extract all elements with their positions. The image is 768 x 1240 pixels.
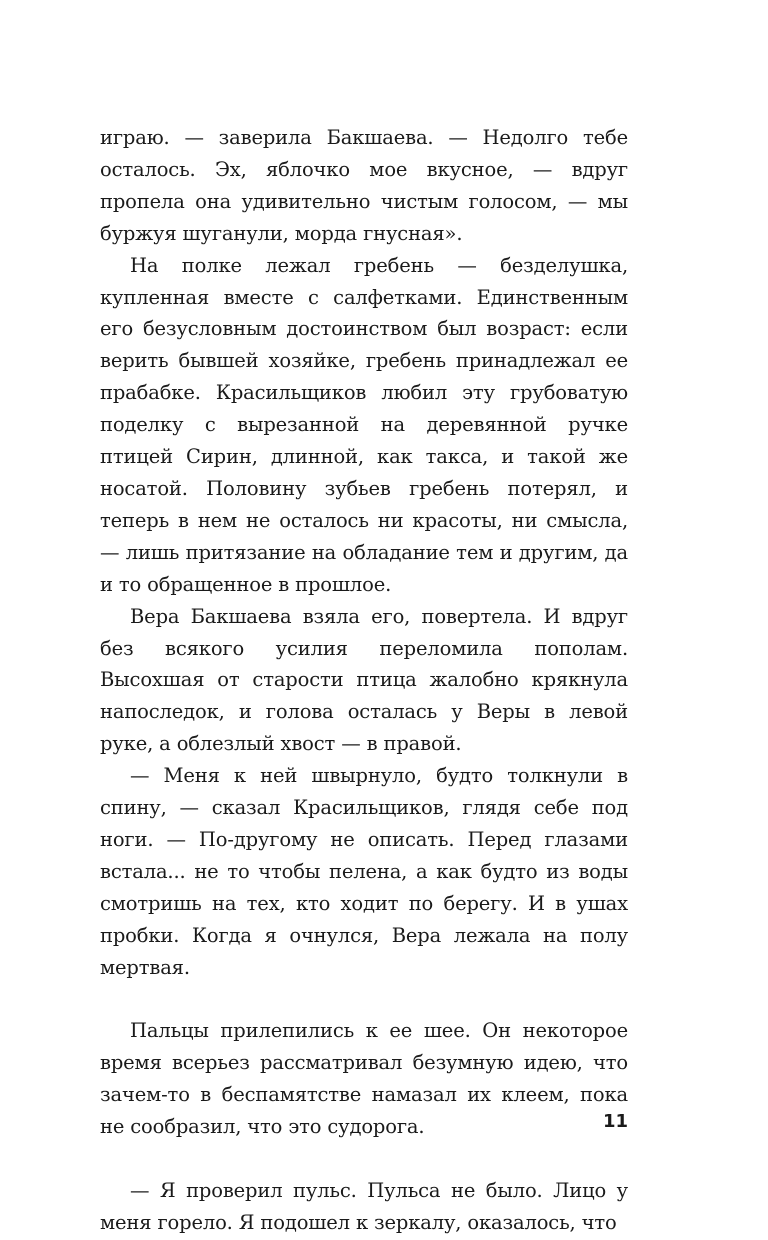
paragraph-1: играю. — заверила Бакшаева. — Недолго тебе осталось. Эх, яблочко мое вкусное, — вдруг пропела она удивительно чистым голосом, — мы буржуя шуганули, морда гнусная». xyxy=(100,126,628,245)
paragraph-4: — Меня к ней швырнуло, будто толкнули в спину, — сказал Красильщиков, глядя себе под ноги. — По-другому не описать. Перед глазами встала... не то чтобы пелена, а как будто из воды смотришь на тех, кто ходит по берегу. И в ушах пробки. Когда я очнулся, Вера лежала на полу мертвая. xyxy=(100,764,628,979)
page-text xyxy=(100,122,628,1239)
paragraph-5: Пальцы прилепились к ее шее. Он некоторое время всерьез рассматривал безумную идею, что зачем-то в беспамятстве намазал их клеем, пока не сообразил, что это судорога. xyxy=(100,1019,628,1139)
paragraph-6: — Я проверил пульс. Пульса не было. Лицо у меня горело. Я подошел к зеркалу, оказалось, что xyxy=(100,1178,628,1234)
page-number: 11 xyxy=(602,1111,628,1132)
paragraph-2: На полке лежал гребень — безделушка, купленная вместе с салфетками. Единственным его безусловным достоинством был возраст: если верить бывшей хозяйке, гребень принадлежал ее прабабке. Красильщиков любил эту грубоватую поделку с вырезанной на деревянной ручке птицей Сирин, длинной, как такса, и такой же носатой. Половину зубьев гребень потерял, и теперь в нем не осталось ни красоты, ни смысла, — лишь притязание на обладание тем и другим, да и то обращенное в прошлое. xyxy=(100,253,628,596)
paragraph-3: Вера Бакшаева взяла его, повертела. И вдруг без всякого усилия переломила пополам. Высохшая от старости птица жалобно крякнула напоследок, и голова осталась у Веры в левой руке, а облезлый хвост — в правой. xyxy=(100,604,628,756)
